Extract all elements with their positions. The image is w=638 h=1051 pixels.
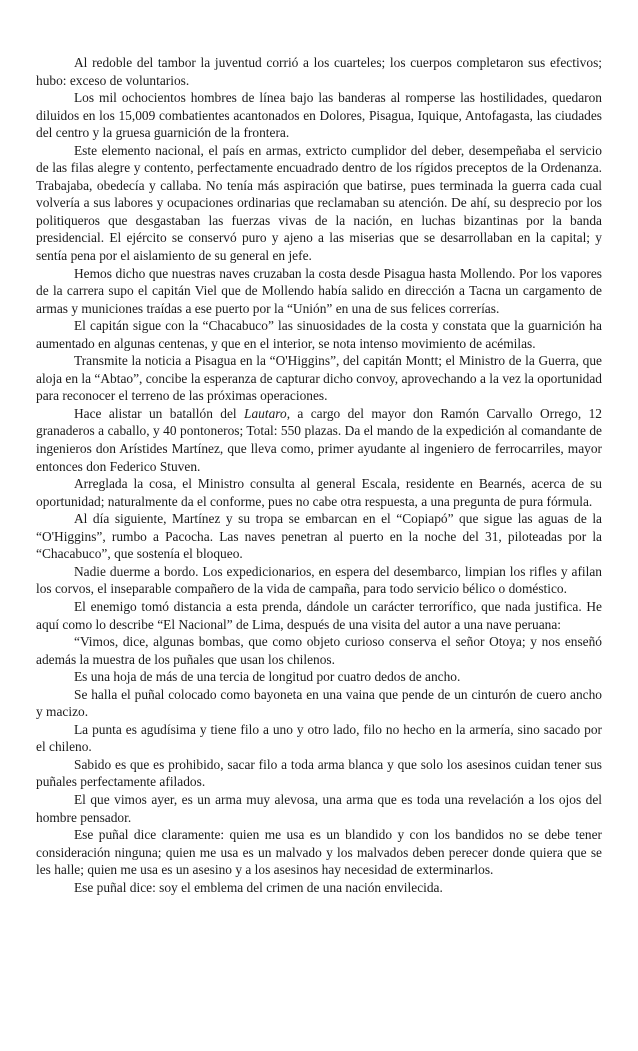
paragraph-7: [36, 405, 602, 475]
paragraph-7-rest: , a cargo del mayor don Ramón Carvallo Orrego, 12 granaderos a caballo, y 40 pontoneros; Total: 550 plazas. Da el mando de la expedición al comandante de ingenieros don Arístides Martínez, que lleva como, primer ayudante al ingeniero de ferrocarriles, mayor entonces don Federico Stuven.: [36, 405, 602, 474]
paragraph-13: Es una hoja de más de una tercia de longitud por cuatro dedos de ancho.: [74, 669, 461, 685]
paragraph-2: Los mil ochocientos hombres de línea bajo las banderas al romperse las hostilidades, quedaron diluidos en los 15,009 combatientes acantonados en Dolores, Pisagua, Iquique, Antofagasta, las ciudades del centro y la gruesa guarnición de la frontera.: [36, 90, 602, 141]
paragraph-19: Ese puñal dice: soy el emblema del crimen de una nación envilecida.: [74, 879, 443, 895]
paragraph-12: “Vimos, dice, algunas bombas, que como objeto curioso conserva el señor Otoya; y nos enseñó además la muestra de los puñales que usan los chilenos.: [36, 634, 602, 667]
paragraph-7-lead: Hace alistar un batallón del: [74, 405, 245, 421]
paragraph-6: Transmite la noticia a Pisagua en la “O'Higgins”, del capitán Montt; el Ministro de la Guerra, que aloja en la “Abtao”, concibe la esperanza de capturar dicho convoy, aprovechando a la vez la oportunidad para reconocer el terreno de las próximas operaciones.: [36, 353, 602, 404]
paragraph-4: Hemos dicho que nuestras naves cruzaban la costa desde Pisagua hasta Mollendo. Por los vapores de la carrera supo el capitán Viel que de Mollendo había salido en dirección a Tacna un cargamento de armas y municiones traídas a ese puerto por la “Unión” en una de sus felices correrías.: [36, 265, 602, 316]
paragraph-15: La punta es agudísima y tiene filo a uno y otro lado, filo no hecho en la armería, sino sacado por el chileno.: [36, 721, 602, 755]
paragraph-14: Se halla el puñal colocado como bayoneta en una vaina que pende de un cinturón de cuero ancho y macizo.: [36, 686, 602, 720]
paragraph-18: Ese puñal dice claramente: quien me usa es un blandido y con los bandidos no se debe tener consideración ninguna; quien me usa es un malvado y los malvados deben perecer donde quiera que se les halle; quien me usa es un asesino y a los asesinos hay necesidad de exterminarlos.: [36, 827, 602, 878]
ship-name-lautaro: Lautaro: [244, 405, 287, 421]
paragraph-17: El que vimos ayer, es un arma muy alevosa, una arma que es toda una revelación a los ojos del hombre pensador.: [36, 791, 602, 825]
paragraph-3: Este elemento nacional, el país en armas, extricto cumplidor del deber, desempeñaba el servicio de las filas alegre y contento, perfectamente encuadrado dentro de los rígidos preceptos de la Ordenanza. Trabajaba, obedecía y callaba. No tenía más aspiración que batirse, pues terminada la guerra cada cual volvería a sus labores y ocupaciones ordinarias que reclamaban su atención. De ahí, su desprecio por los politiqueros que desgastaban las fuerzas vivas de la nación, en luchas bizantinas por la banda presidencial. El ejército se conservó puro y ajeno a las miserias que se desarrollaban en la capital; y sentía pena por el aislamiento de su general en jefe.: [36, 142, 602, 264]
paragraph-1: Al redoble del tambor la juventud corrió a los cuarteles; los cuerpos completaron sus efectivos; hubo: exceso de voluntarios.: [36, 55, 602, 88]
paragraph-11: El enemigo tomó distancia a esta prenda, dándole un carácter terrorífico, que nada justifica. He aquí como lo describe “El Nacional” de Lima, después de una visita del autor a una nave peruana:: [36, 598, 602, 632]
paragraph-16: Sabido es que es prohibido, sacar filo a toda arma blanca y que solo los asesinos cuidan tener sus puñales perfectamente afilados.: [36, 756, 602, 790]
paragraph-10: Nadie duerme a bordo. Los expedicionarios, en espera del desembarco, limpian los rifles y afilan los corvos, el inseparable compañero de la vida de campaña, para todo servicio bélico o doméstico.: [36, 563, 602, 597]
paragraph-9: Al día siguiente, Martínez y su tropa se embarcan en el “Copiapó” que sigue las aguas de la “O'Higgins”, rumbo a Pacocha. Las naves penetran al puerto en la noche del 31, piloteadas por la “Chacabuco”, que sostenía el bloqueo.: [36, 511, 602, 562]
paragraph-5: El capitán sigue con la “Chacabuco” las sinuosidades de la costa y constata que la guarnición ha aumentado en algunas centenas, y que en el interior, se nota intenso movimiento de acémilas.: [36, 318, 602, 351]
paragraph-8: Arreglada la cosa, el Ministro consulta al general Escala, residente en Bearnés, acerca de su oportunidad; naturalmente da el conforme, pues no cabe otra respuesta, a una pregunta de pura fórmula.: [36, 476, 602, 509]
